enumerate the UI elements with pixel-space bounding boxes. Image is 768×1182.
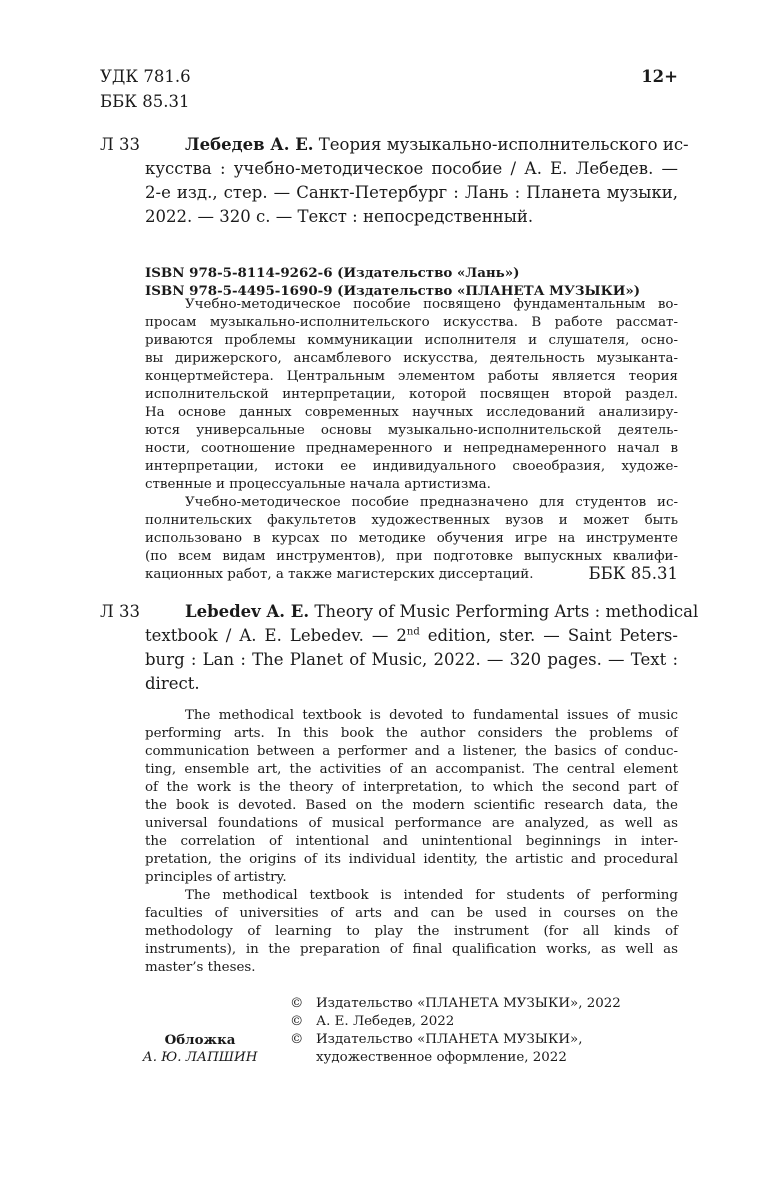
abstract-line: principles of artistry.: [145, 870, 287, 885]
entry-line: direct.: [145, 674, 200, 693]
abstract-line: instruments), in the preparation of final qualification works, as well as: [145, 942, 678, 957]
entry-line: edition, ster. — Saint Peters-: [419, 626, 678, 645]
entry-line: кусства : учебно-методическое пособие / А. Е. Лебедев. —: [145, 159, 678, 178]
entry-line: burg : Lan : The Planet of Music, 2022. — 320 pages. — Text :: [145, 650, 678, 669]
abstract-line: интерпретации, истоки ее индивидуального своеобразия, художе-: [145, 459, 678, 474]
ru-entry-code: Л 33: [100, 135, 141, 154]
abstract-line: ности, соотношение преднамеренного и непреднамеренного начал в: [145, 441, 678, 456]
abstract-line: вы дирижерского, ансамблевого искусства, деятельность музыканта-: [145, 351, 678, 366]
en-abstract: [145, 707, 678, 977]
en-author: Lebedev A. E.: [185, 602, 310, 621]
abstract-line: master’s theses.: [145, 960, 256, 975]
abstract-line: исполнительской интерпретации, которой посвящен второй раздел.: [145, 387, 678, 402]
abstract-line: На основе данных современных научных исследований анализиру-: [145, 405, 678, 420]
ru-bibliographic-entry: [145, 133, 689, 229]
cover-credit: [130, 1031, 270, 1067]
abstract-line: полнительских факультетов художественных вузов и может быть: [145, 513, 678, 528]
superscript: nd: [406, 626, 420, 638]
copyright-line: художественное оформление, 2022: [316, 1050, 567, 1065]
abstract-line: ются универсальные основы музыкально-исполнительской деятель-: [145, 423, 678, 438]
abstract-line: pretation, the origins of its individual identity, the artistic and procedural: [145, 852, 678, 867]
copyright-block: [290, 995, 621, 1067]
abstract-line: Учебно-методическое пособие предназначено для студентов ис-: [185, 495, 678, 510]
abstract-line: Учебно-методическое пособие посвящено фундаментальным во-: [185, 297, 678, 312]
abstract-line: the book is devoted. Based on the modern scientific research data, the: [145, 798, 678, 813]
cover-artist: А. Ю. ЛАПШИН: [142, 1050, 258, 1065]
ru-author: Лебедев А. Е.: [185, 135, 314, 154]
cover-label: Обложка: [164, 1032, 236, 1048]
copyright-icon: ©: [290, 996, 304, 1011]
copyright-line: А. Е. Лебедев, 2022: [316, 1014, 455, 1029]
abstract-line: концертмейстера. Центральным элементом работы является теория: [145, 369, 678, 384]
isbn-lan: ISBN 978-5-8114-9262-6 (Издательство «Лань»): [145, 265, 520, 281]
isbn-list: [145, 264, 640, 300]
abstract-line: The methodical textbook is devoted to fundamental issues of music: [185, 708, 678, 723]
abstract-line: methodology of learning to play the instrument (for all kinds of: [145, 924, 678, 939]
udk-code: УДК 781.6: [100, 67, 191, 86]
bbk-footer: ББК 85.31: [588, 564, 678, 583]
abstract-line: риваются проблемы коммуникации исполнителя и слушателя, осно-: [145, 333, 678, 348]
copyright-line: Издательство «ПЛАНЕТА МУЗЫКИ»,: [316, 1032, 583, 1047]
entry-line: Теория музыкально-исполнительского ис-: [313, 135, 689, 154]
abstract-line: The methodical textbook is intended for students of performing: [185, 888, 678, 903]
entry-line: 2022. — 320 с. — Текст : непосредственный.: [145, 207, 534, 226]
age-rating: 12+: [641, 67, 678, 86]
abstract-line: universal foundations of musical performance are analyzed, as well as: [145, 816, 678, 831]
isbn-planet: ISBN 978-5-4495-1690-9 (Издательство «ПЛАНЕТА МУЗЫКИ»): [145, 283, 641, 299]
abstract-line: ственные и процессуальные начала артистизма.: [145, 477, 491, 492]
copyright-line: Издательство «ПЛАНЕТА МУЗЫКИ», 2022: [316, 996, 621, 1011]
abstract-line: the correlation of intentional and unintentional beginnings in inter-: [145, 834, 678, 849]
abstract-line: communication between a performer and a listener, the basics of conduc-: [145, 744, 678, 759]
copyright-icon: ©: [290, 1032, 304, 1047]
entry-line: Theory of Music Performing Arts : methodical: [309, 602, 699, 621]
abstract-line: ting, ensemble art, the activities of an accompanist. The central element: [145, 762, 678, 777]
copyright-icon: ©: [290, 1014, 304, 1029]
abstract-line: of the work is the theory of interpretation, to which the second part of: [145, 780, 678, 795]
abstract-line: performing arts. In this book the author considers the problems of: [145, 726, 678, 741]
entry-line: 2-е изд., стер. — Санкт-Петербург : Лань : Планета музыки,: [145, 183, 678, 202]
en-bibliographic-entry: [145, 600, 699, 696]
entry-line: textbook / A. E. Lebedev. — 2: [145, 626, 407, 645]
en-entry-code: Л 33: [100, 602, 141, 621]
abstract-line: использовано в курсах по методике обучения игре на инструменте: [145, 531, 678, 546]
abstract-line: (по всем видам инструментов), при подготовке выпускных квалифи-: [145, 549, 678, 564]
bbk-code: ББК 85.31: [100, 92, 190, 111]
abstract-line: просам музыкально-исполнительского искусства. В работе рассмат-: [145, 315, 678, 330]
ru-abstract: [145, 296, 678, 584]
abstract-line: faculties of universities of arts and can be used in courses on the: [145, 906, 678, 921]
abstract-line: кационных работ, а также магистерских диссертаций.: [145, 567, 534, 582]
